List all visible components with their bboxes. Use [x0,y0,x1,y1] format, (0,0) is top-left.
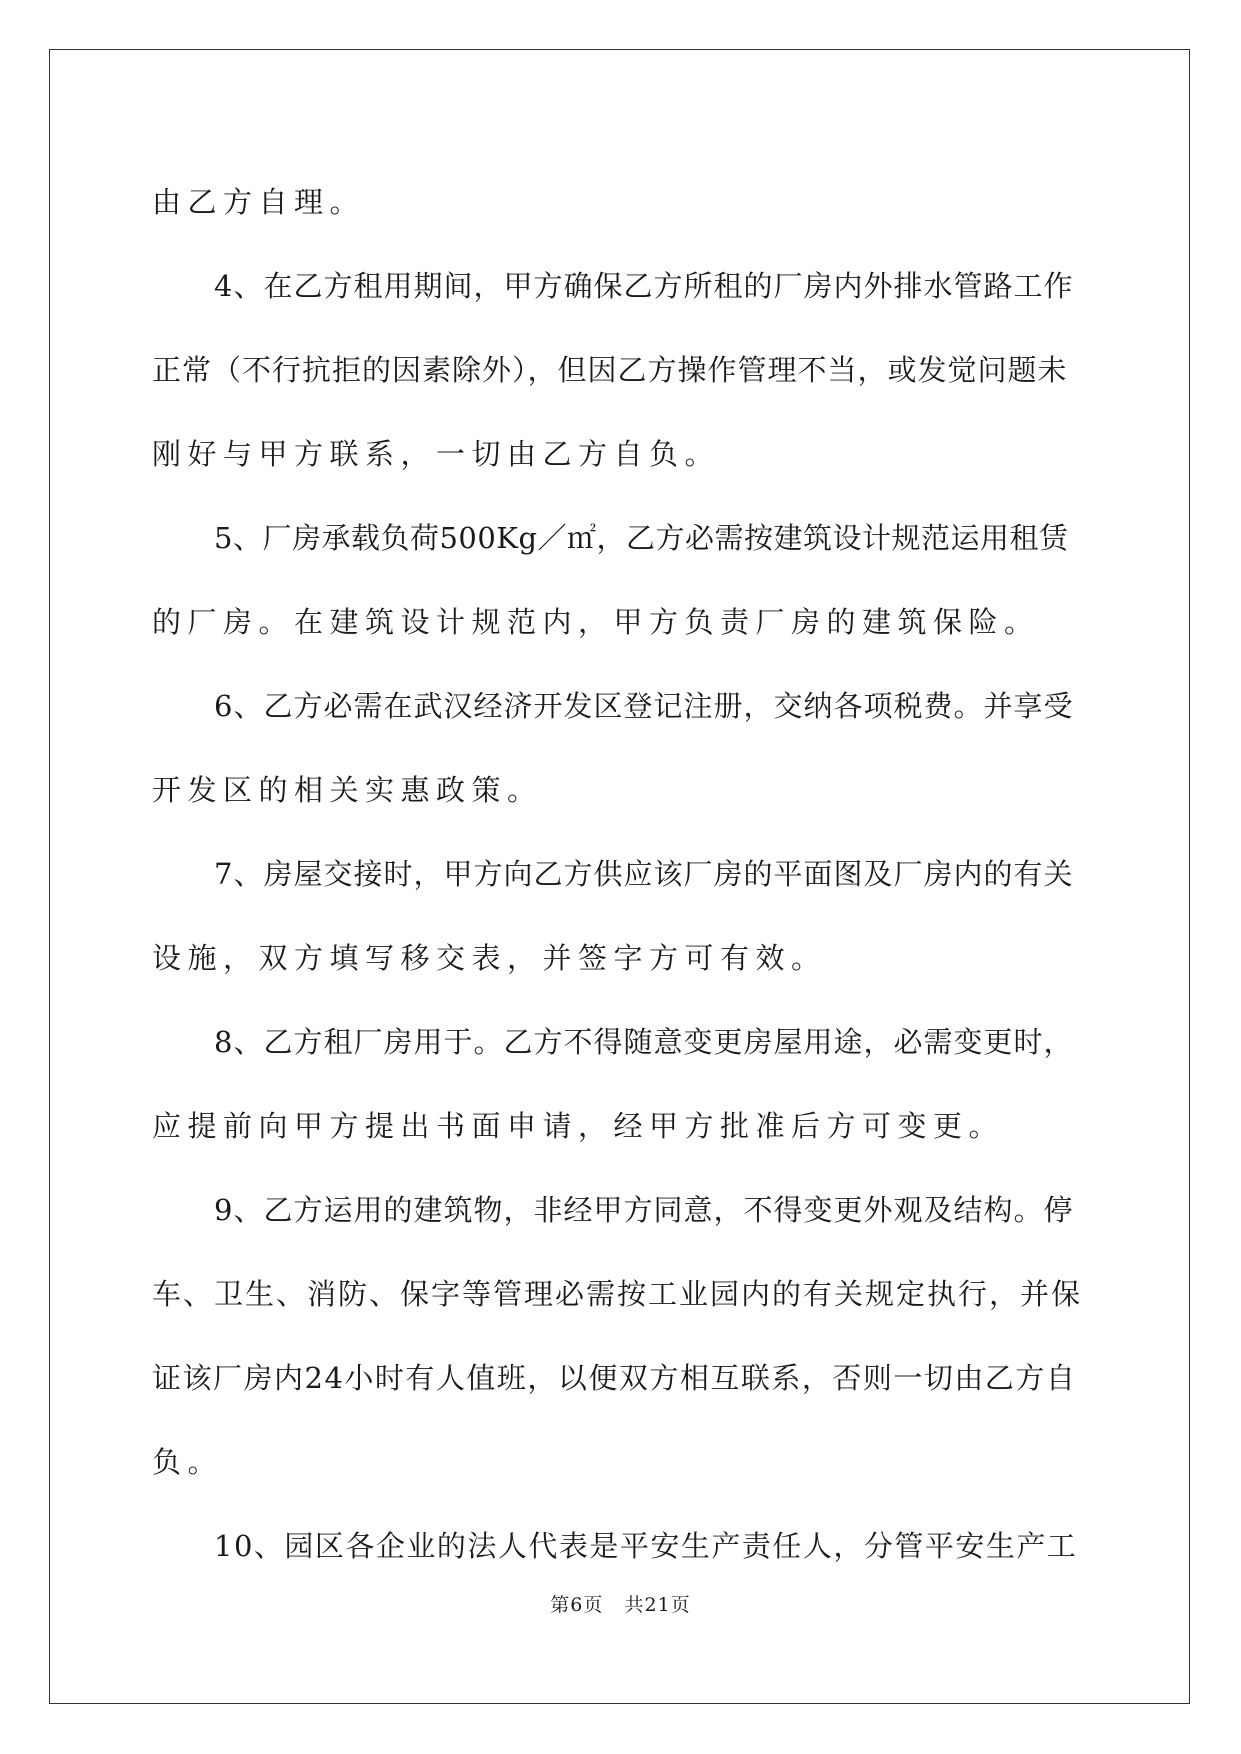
text-line: 7、房屋交接时，甲方向乙方供应该厂房的平面图及厂房内的有关 [214,857,1074,891]
text-line: 的厂房。在建筑设计规范内，甲方负责厂房的建筑保险。 [152,605,1040,639]
text-line: 应提前向甲方提出书面申请，经甲方批准后方可变更。 [152,1109,1005,1143]
clause-8 [152,1000,1082,1168]
text-line: 正常（不行抗拒的因素除外），但因乙方操作管理不当，或发觉问题未 [152,353,1068,387]
text-line: 6、乙方必需在武汉经济开发区登记注册，交纳各项税费。并享受 [214,689,1074,723]
text-line: 10、园区各企业的法人代表是平安生产责任人，分管平安生产工 [214,1529,1078,1563]
clause-9 [152,1168,1082,1504]
text-line: 开发区的相关实惠政策。 [152,773,543,807]
page-total: 共21页 [624,1594,691,1616]
clause-5 [152,496,1082,664]
document-body [152,160,1082,1588]
page-number: 第6页 [550,1594,604,1616]
text-line: 8、乙方租厂房用于。乙方不得随意变更房屋用途，必需变更时， [214,1025,1074,1059]
text-line: 5、厂房承载负荷500Kg／㎡，乙方必需按建筑设计规范运用租赁 [214,521,1069,555]
text-line: 由乙方自理。 [152,185,366,219]
clause-10 [152,1504,1082,1588]
clause-6 [152,664,1082,832]
text-line: 9、乙方运用的建筑物，非经甲方同意，不得变更外观及结构。停 [214,1193,1074,1227]
clause-4 [152,244,1082,496]
text-line: 车、卫生、消防、保字等管理必需按工业园内的有关规定执行，并保 [152,1277,1083,1311]
text-line: 证该厂房内24小时有人值班，以便双方相互联系，否则一切由乙方自 [152,1361,1077,1395]
clause-7 [152,832,1082,1000]
text-line: 负。 [152,1445,224,1479]
paragraph-continuation [152,160,1082,244]
footer-separator [603,1594,624,1616]
text-line: 刚好与甲方联系，一切由乙方自负。 [152,437,721,471]
text-line: 4、在乙方租用期间，甲方确保乙方所租的厂房内外排水管路工作 [214,269,1074,303]
text-line: 设施，双方填写移交表，并签字方可有效。 [152,941,827,975]
page-footer [0,1590,1241,1617]
